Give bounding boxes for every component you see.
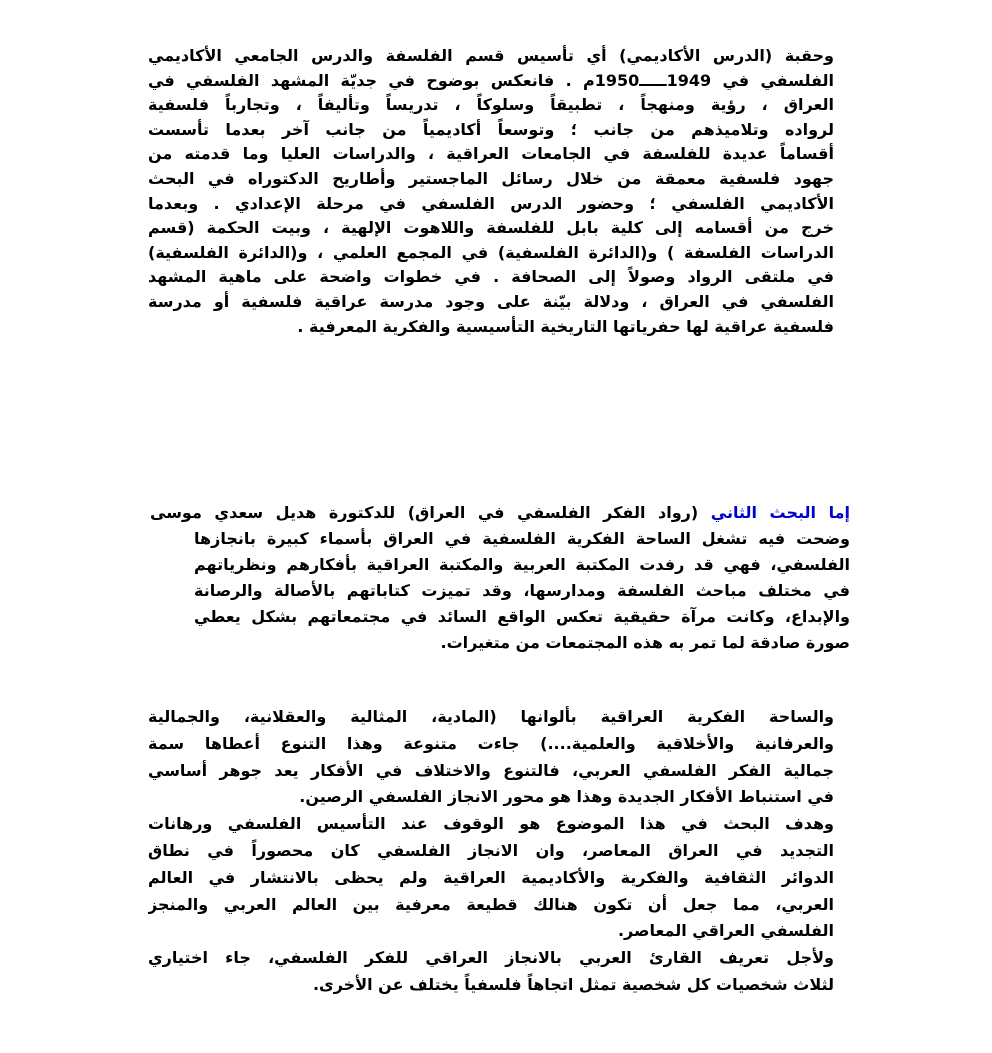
paragraph-selection	[148, 945, 834, 999]
text-line: جمالية الفكر الفلسفي العربي، فالتنوع والاختلاف في الأفكار يعد جوهر أساسي	[148, 760, 834, 780]
text-line: في ملتقى الرواد وصولاً إلى الصحافة . في خطوات واضحة على ماهية المشهد	[148, 267, 834, 287]
text-line: الفلسفي في العراق ، ودلالة بيّنة على وجود مدرسة عراقية فلسفية أو مدرسة	[148, 291, 834, 311]
text-line: وضحت فيه تشغل الساحة الفكرية الفلسفية في العراق بأسماء كبيرة بانجازها	[194, 529, 850, 548]
text-line: في مختلف مباحث الفلسفة ومدارسها، وقد تميزت كتاباتهم بالأصالة والرصانة	[194, 581, 850, 600]
text-line: فلسفية عراقية لها حفرياتها التاريخية التأسيسية والفكرية المعرفية .	[297, 316, 834, 336]
section-heading: إما البحث الثاني	[710, 503, 850, 522]
text-line: الدوائر الثقافية والفكرية والأكاديمية العراقية ولم يحظى بالانتشار في العالم	[148, 867, 834, 887]
text-line: الفلسفي، فهي قد رفدت المكتبة العربية والمكتبة العراقية بأفكارهم ونظرياتهم	[194, 555, 850, 574]
text-line: ولأجل تعريف القارئ العربي بالانجاز العراقي للفكر الفلسفي، جاء اختياري	[148, 948, 834, 968]
text-line: الفلسفي العراقي المعاصر.	[617, 921, 834, 941]
section-body	[194, 526, 850, 656]
paragraph-research-goal	[148, 811, 834, 945]
paragraphs-intellectual-scene	[148, 704, 834, 999]
text-line: وحقبة (الدرس الأكاديمي) أي تأسيس قسم الفلسفة والدرس الجامعي الأكاديمي	[148, 46, 834, 65]
text-line: لرواده وتلاميذهم من جانب ؛ وتوسعاً أكاديمياً من جانب آخر بعدما تأسست	[148, 119, 834, 139]
text-line: لثلاث شخصيات كل شخصية تمثل اتجاهاً فلسفياً يختلف عن الأخرى.	[312, 974, 834, 994]
section-second-research	[150, 500, 850, 656]
text-line: والساحة الفكرية العراقية بألوانها (المادية، المثالية والعقلانية، والجمالية	[148, 707, 834, 726]
text-line: صورة صادقة لما تمر به هذه المجتمعات من متغيرات.	[440, 633, 850, 652]
text-line: الأكاديمي الفلسفي ؛ وحضور الدرس الفلسفي في مرحلة الإعدادي . وبعدما	[148, 193, 834, 213]
text-line: العراق ، رؤية ومنهجاً ، تطبيقاً وسلوكاً ، تدريساً وتأليفاً ، وتجارباً فلسفية	[148, 95, 834, 115]
text-line: والعرفانية والأخلاقية والعلمية....) جاءت متنوعة وهذا التنوع أعطاها سمة	[148, 733, 834, 753]
text-line: أقساماً عديدة للفلسفة في الجامعات العراقية ، والدراسات العليا وما قدمته من	[148, 144, 834, 164]
paragraph-academic-era	[148, 44, 834, 339]
section-heading-line	[150, 500, 850, 526]
text-line: وهدف البحث في هذا الموضوع هو الوقوف عند التأسيس الفلسفي ورهانات	[148, 814, 834, 834]
text-line: في استنباط الأفكار الجديدة وهذا هو محور الانجاز الفلسفي الرصين.	[299, 787, 834, 807]
text-line: التجديد في العراق المعاصر، وان الانجاز الفلسفي كان محصوراً في نطاق	[148, 840, 834, 860]
section-heading-rest: (رواد الفكر الفلسفي في العراق) للدكتورة هديل سعدي موسى	[150, 503, 711, 522]
text-line: الدراسات الفلسفة ) و(الدائرة الفلسفية) في المجمع العلمي ، و(الدائرة الفلسفية)	[148, 242, 834, 262]
text-line: الفلسفي في 1949ـــــ1950م . فانعكس بوضوح في جديّة المشهد الفلسفي في	[148, 70, 834, 90]
paragraph-diversity	[148, 704, 834, 811]
text-line: خرج من أقسامه إلى كلية بابل للفلسفة واللاهوت الإلهية ، وبيت الحكمة (قسم	[148, 218, 834, 238]
text-line: العربي، مما جعل أن تكون هنالك قطيعة معرفية بين العالم العربي والمنجز	[148, 894, 834, 914]
text-line: جهود فلسفية معمقة من خلال رسائل الماجستير وأطاريح الدكتوراه في البحث	[148, 168, 834, 188]
text-line: والإبداع، وكانت مرآة حقيقية تعكس الواقع السائد في مجتمعاتهم بشكل يعطي	[194, 607, 850, 626]
